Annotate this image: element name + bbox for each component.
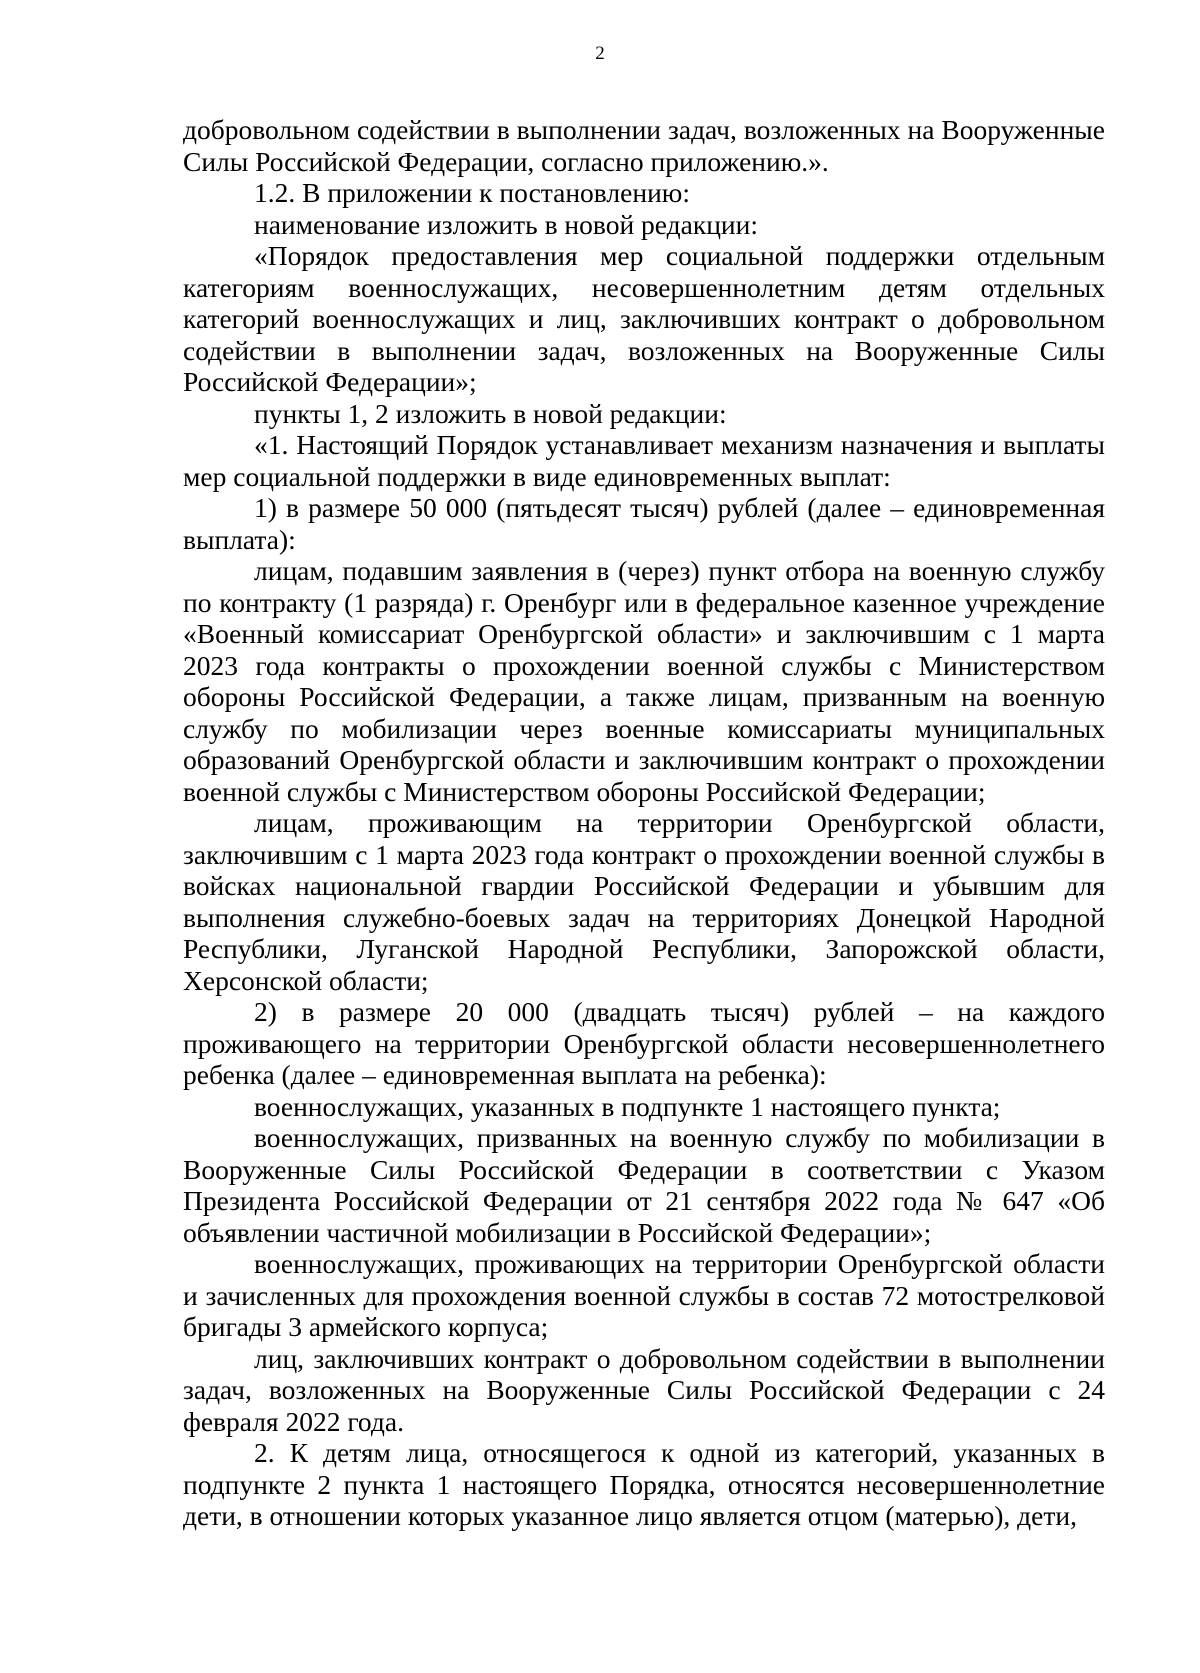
paragraph-subpoint-2-category-c: военнослужащих, проживающих на территории Оренбургской области и зачисленных для прохождения военной службы в состав 72 мотострелковой бригады 3 армейского корпуса; [183, 1248, 1105, 1342]
paragraph-subpoint-1-recipients-a: лицам, подавшим заявления в (через) пункт отбора на военную службу по контракту (1 разряда) г. Оренбург или в федеральное казенное учреждение «Военный комиссариат Оренбургской области» и заключившим с 1 марта 2023 года контракты о прохождении военной службы с Министерством обороны Российской Федерации, а также лицам, призванным на военную службу по мобилизации через военные комиссариаты муниципальных образований Оренбургской области и заключившим контракт о прохождении военной службы с Министерством обороны Российской Федерации; [183, 555, 1105, 807]
paragraph-subpoint-2: 2) в размере 20 000 (двадцать тысяч) рублей – на каждого проживающего на территории Оренбургской области несовершеннолетнего ребенка (далее – единовременная выплата на ребенка): [183, 996, 1105, 1090]
paragraph-point-2: 2. К детям лица, относящегося к одной из категорий, указанных в подпункте 2 пункта 1 настоящего Порядка, относятся несовершеннолетние дети, в отношении которых указанное лицо является отцом (матерью), дети, [183, 1437, 1105, 1531]
paragraph-subpoint-2-category-a: военнослужащих, указанных в подпункте 1 настоящего пункта; [254, 1090, 1001, 1122]
paragraph-new-title: «Порядок предоставления мер социальной поддержки отдельным категориям военнослужащих, несовершеннолетним детям отдельных категорий военнослужащих и лиц, заключивших контракт о добровольном содействии в выполнении задач, возложенных на Вооруженные Силы Российской Федерации»; [183, 240, 1105, 397]
paragraph-subpoint-2-category-d: лиц, заключивших контракт о добровольном содействии в выполнении задач, возложенных на Вооруженные Силы Российской Федерации с 24 февраля 2022 года. [183, 1342, 1105, 1437]
paragraph-subpoint-2-category-b: военнослужащих, призванных на военную службу по мобилизации в Вооруженные Силы Российской Федерации в соответствии с Указом Президента Российской Федерации от 21 сентября 2022 года № 647 «Об объявлении частичной мобилизации в Российской Федерации»; [183, 1122, 1105, 1248]
paragraph-item-1-2: 1.2. В приложении к постановлению: [254, 177, 690, 208]
paragraph-subpoint-1-recipients-b: лицам, проживающим на территории Оренбургской области, заключившим с 1 марта 2023 года контракт о прохождении военной службы в войсках национальной гвардии Российской Федерации и убывшим для выполнения служебно-боевых задач на территориях Донецкой Народной Республики, Луганской Народной Республики, Запорожской области, Херсонской области; [183, 807, 1105, 996]
document-body [183, 114, 1105, 1532]
paragraph-title-instruction: наименование изложить в новой редакции: [254, 208, 758, 240]
paragraph-point-1: «1. Настоящий Порядок устанавливает механизм назначения и выплаты мер социальной поддержки в виде единовременных выплат: [183, 429, 1105, 492]
page-number: 2 [595, 43, 605, 64]
paragraph-subpoint-1: 1) в размере 50 000 (пятьдесят тысяч) рублей (далее – единовременная выплата): [183, 492, 1105, 555]
paragraph-continuation: добровольном содействии в выполнении задач, возложенных на Вооруженные Силы Российской Федерации, согласно приложению.». [183, 114, 1105, 177]
paragraph-points-instruction: пункты 1, 2 изложить в новой редакции: [254, 397, 727, 429]
